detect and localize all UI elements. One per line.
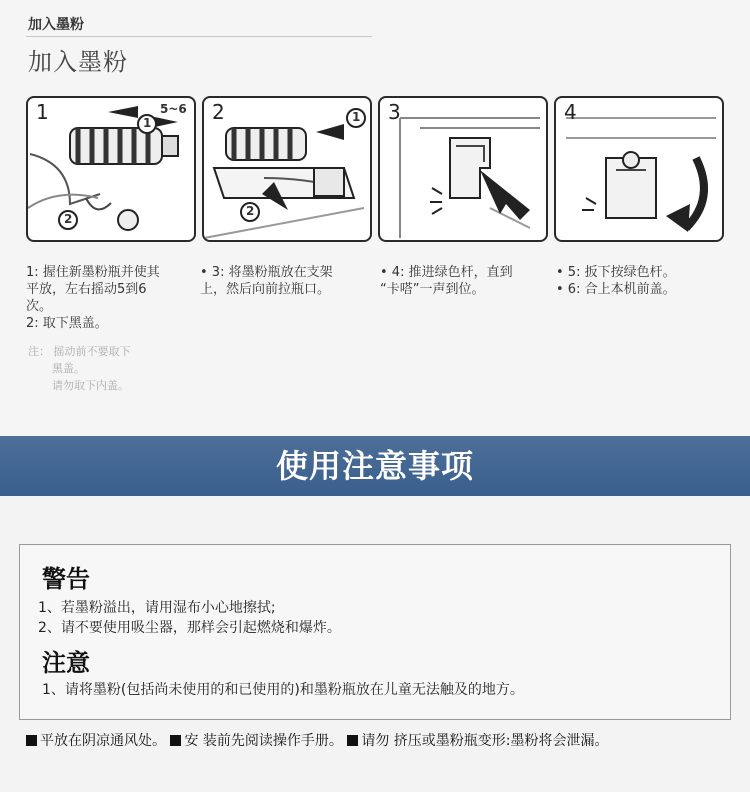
warning-item: 2、请不要使用吸尘器，那样会引起燃烧和爆炸。 <box>38 620 341 636</box>
section-small-title: 加入墨粉 <box>28 17 84 33</box>
warning-item: 1、若墨粉溢出，请用湿布小心地擦拭; <box>38 600 276 616</box>
pull-lever-illustration <box>556 98 724 242</box>
step-text-column-3 <box>380 264 513 298</box>
push-lever-illustration <box>380 98 548 242</box>
tip-text: 请勿 挤压或墨粉瓶变形:墨粉将会泄漏。 <box>361 733 609 749</box>
illustration-panel-1 <box>26 96 196 242</box>
callout-label: 1 <box>352 110 361 124</box>
step-line: “卡嗒”一声到位。 <box>380 282 485 297</box>
toner-shake-illustration <box>28 98 196 242</box>
step-line: 上，然后向前拉瓶口。 <box>200 282 331 297</box>
panel-number: 2 <box>212 100 225 124</box>
callout-label: 1 <box>143 116 152 130</box>
illustration-panels <box>26 96 726 244</box>
shake-count-label: 5~6 <box>160 102 187 116</box>
storage-tips <box>26 730 609 750</box>
toner-place-illustration <box>204 98 372 242</box>
precautions-banner <box>0 436 750 496</box>
title-divider <box>26 36 372 37</box>
callout-label: 2 <box>246 204 255 218</box>
step-line: • 3: 将墨粉瓶放在支架 <box>200 265 333 280</box>
step-line: 次。 <box>26 299 53 314</box>
step-line: • 5: 扳下按绿色杆。 <box>556 265 676 280</box>
note-line: 请勿取下内盖。 <box>52 379 129 392</box>
tip-text: 安 装前先阅读操作手册。 <box>184 733 343 749</box>
caution-item: 1、请将墨粉(包括尚未使用的和已使用的)和墨粉瓶放在儿童无法触及的地方。 <box>42 682 524 698</box>
step-text-column-2 <box>200 264 333 298</box>
panel-number: 1 <box>36 100 49 124</box>
section-big-title: 加入墨粉 <box>28 48 128 76</box>
note-text <box>28 343 131 394</box>
bullet-square-icon <box>26 735 37 746</box>
bullet-square-icon <box>347 735 358 746</box>
callout-label: 2 <box>64 212 73 226</box>
note-line: 注： 摇动前不要取下 <box>28 345 131 358</box>
illustration-panel-4 <box>554 96 724 242</box>
note-line: 黑盖。 <box>52 362 85 375</box>
panel-number: 4 <box>564 100 577 124</box>
step-line: 2: 取下黑盖。 <box>26 316 108 331</box>
illustration-panel-3 <box>378 96 548 242</box>
tip-text: 平放在阴凉通风处。 <box>40 733 166 749</box>
warning-heading: 警告 <box>42 565 90 593</box>
step-line: • 4: 推进绿色杆，直到 <box>380 265 513 280</box>
step-line: 1: 握住新墨粉瓶并使其 <box>26 265 160 280</box>
step-line: • 6: 合上本机前盖。 <box>556 282 676 297</box>
safety-box <box>19 544 731 720</box>
banner-title: 使用注意事项 <box>275 447 474 485</box>
caution-heading: 注意 <box>42 649 90 677</box>
panel-number: 3 <box>388 100 401 124</box>
illustration-panel-2 <box>202 96 372 242</box>
bullet-square-icon <box>170 735 181 746</box>
step-line: 平放，左右摇动5到6 <box>26 282 147 297</box>
step-text-column-1 <box>26 264 160 332</box>
step-text-column-4 <box>556 264 676 298</box>
